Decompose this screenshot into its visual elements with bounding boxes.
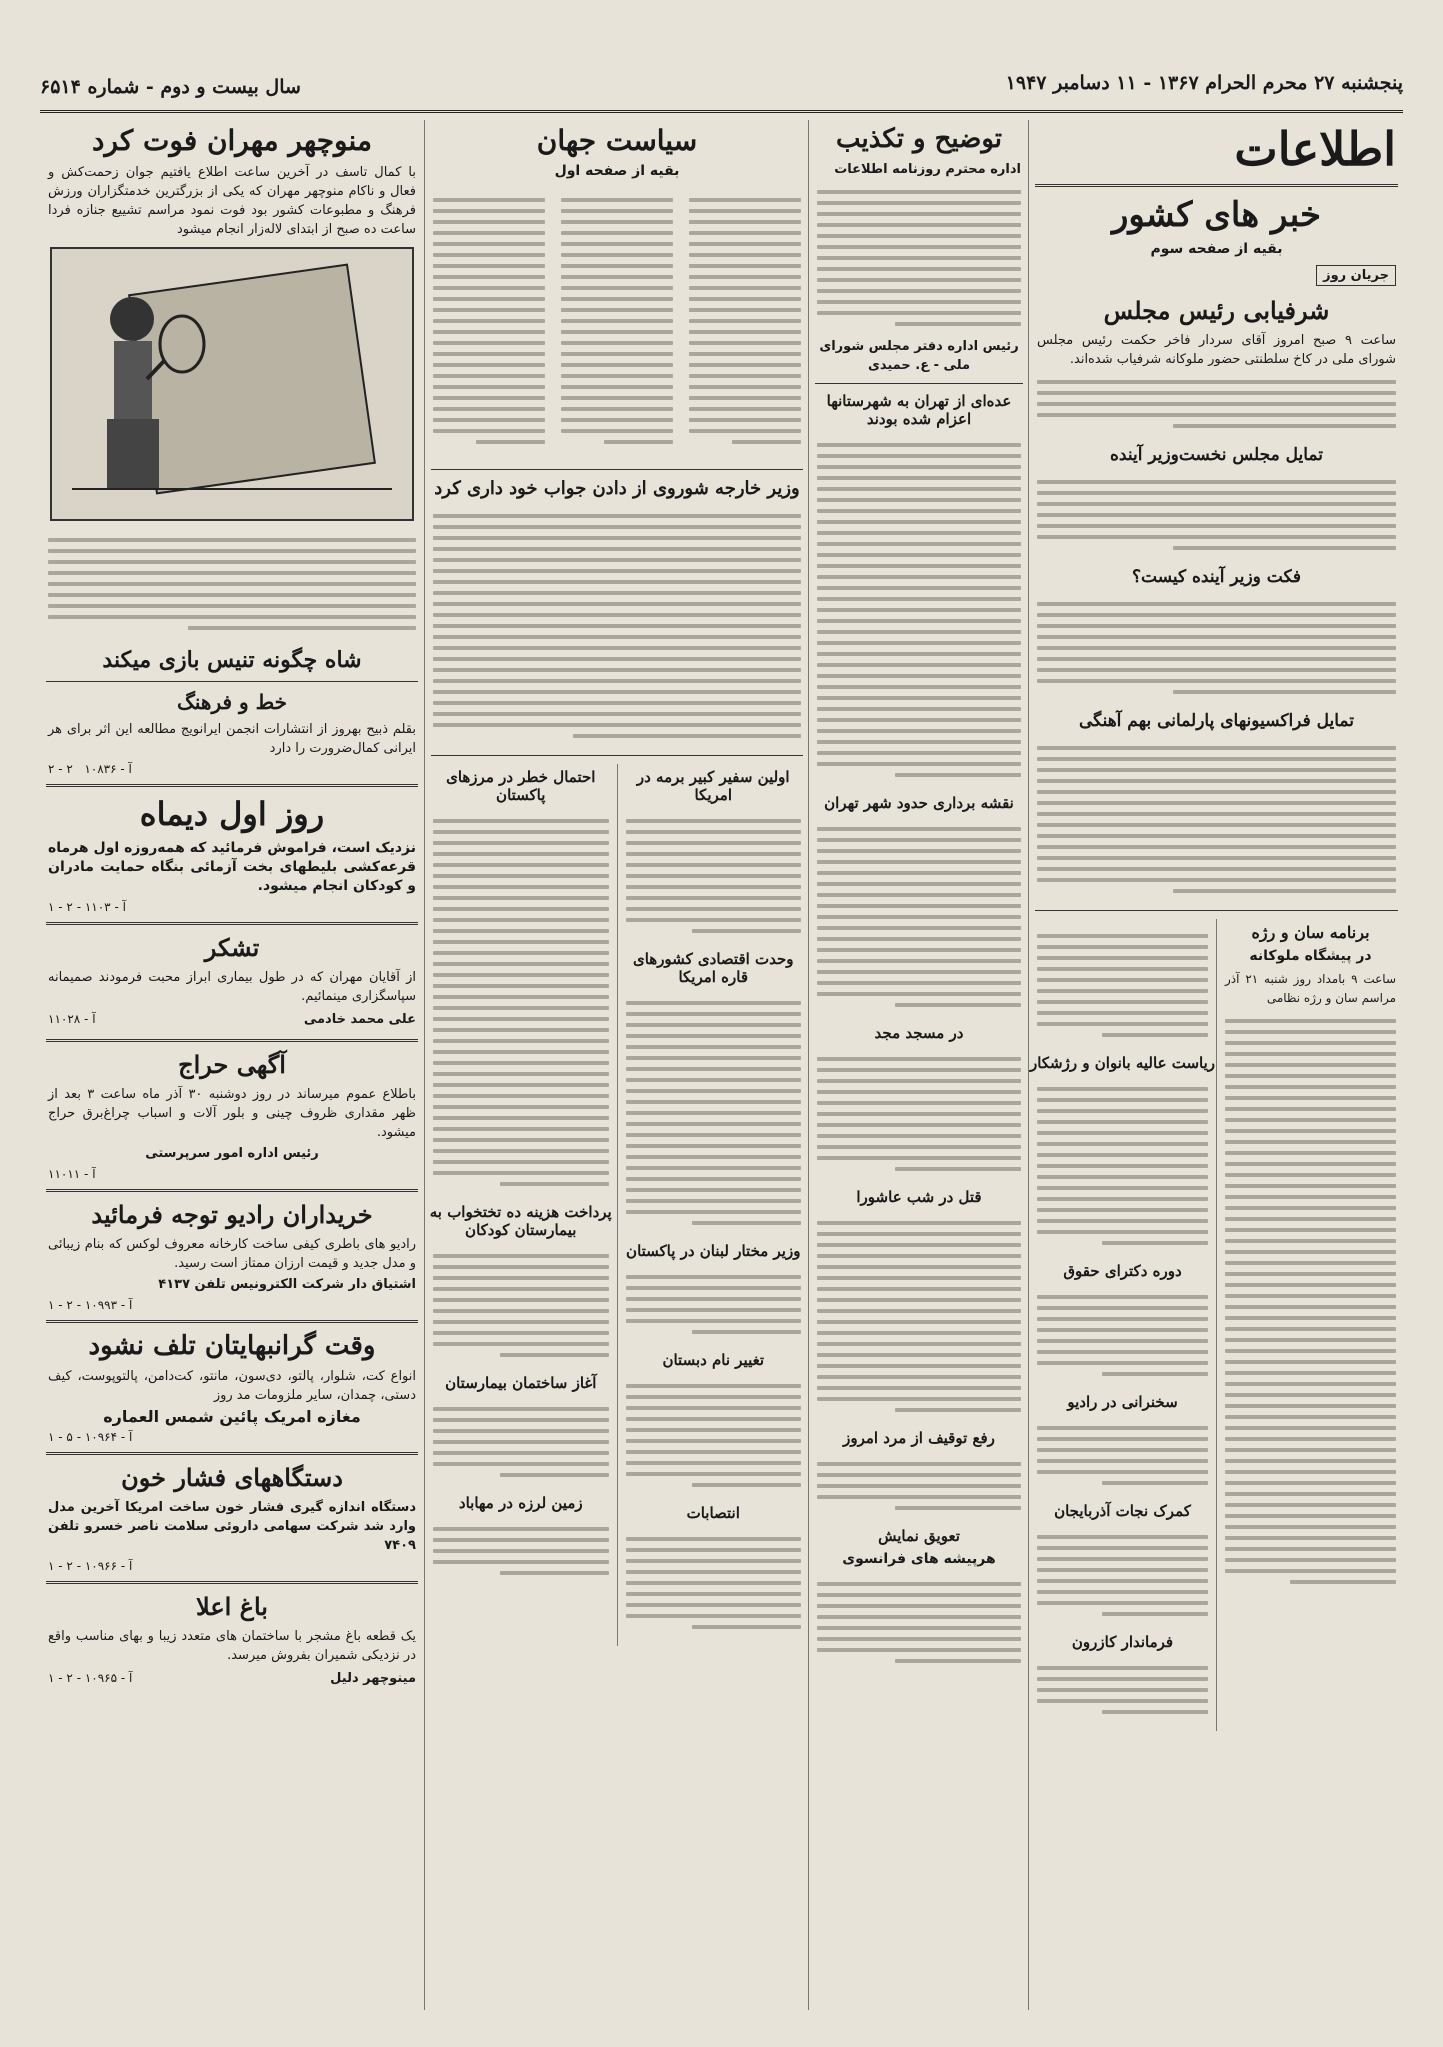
headline-parliament-pm: تمایل مجلس نخست‌وزیر آینده — [1110, 445, 1323, 465]
ad-code: ۲ - ۲ — [48, 762, 73, 776]
headline-soviet-minister: وزیر خارجه شوروی از دادن جواب خود داری کرد — [434, 478, 800, 499]
headline-parade: برنامه سان و رژه — [1251, 923, 1370, 942]
headline-postponed-show: تعویق نمایش — [878, 1527, 960, 1545]
ad-text: باطلاع عموم میرساند در روز دوشنبه ۳۰ آذر ماه ساعت ۳ بعد از ظهر مقداری ظروف چینی و بلور آلات و اسباب چراغ‌برق حراج میشود. — [48, 1087, 416, 1140]
ad-title-auction: آگهی حراج — [178, 1050, 286, 1079]
headline-law-doctorate: دوره دکترای حقوق — [1063, 1262, 1182, 1280]
headline-school-rename: تغییر نام دبستان — [662, 1351, 765, 1369]
headline-radio-speech: سخنرانی در رادیو — [1067, 1393, 1178, 1411]
obituary-title: منوچهر مهران فوت کرد — [92, 124, 372, 157]
tennis-illustration — [50, 247, 414, 521]
headline-next-minister: فکت وزیر آینده کیست؟ — [1131, 567, 1301, 587]
issue-date: پنجشنبه ۲۷ محرم الحرام ۱۳۶۷ - ۱۱ دسامبر ۱۹۴۷ — [1005, 72, 1403, 94]
continued-note: بقیه از صفحه اول — [554, 163, 680, 179]
ad-title-blood-pressure: دستگاههای فشار خون — [121, 1463, 343, 1492]
article-text: ساعت ۹ بامداد روز شنبه ۲۱ آذر مراسم سان و رژه نظامی — [1225, 972, 1397, 1005]
obituary-text: با کمال تاسف در آخرین ساعت اطلاع یافتیم جوان زحمت‌کش و فعال و ناکام منوچهر مهران که یکی از بزرگترین خدمتگزاران ورزش فرهنگ و مطبوعات کشور بود فوت نمود مراسم تشییع جنازه فردا ساعت ده صبح از ابتدای لاله‌زار انجام میشود — [48, 165, 416, 237]
ad-text: رادیو های باطری کیفی ساخت کارخانه معروف لوکس که بنام زیبائی و مدل جدید و قیمت ارزان ممتاز است رسید. — [48, 1237, 416, 1271]
headline-appointments: انتصابات — [686, 1504, 740, 1522]
article-text: ساعت ۹ صبح امروز آقای سردار فاخر حکمت رئیس مجلس شورای ملی در کاخ سلطنتی حضور ملوکانه شرفیاب شده‌اند. — [1037, 333, 1396, 367]
headline-mosque: در مسجد مجد — [874, 1024, 964, 1042]
column-world-politics — [424, 120, 809, 2010]
ad-title-garden: باغ اعلا — [196, 1592, 268, 1621]
headline-lebanon-minister: وزیر مختار لبنان در پاکستان — [626, 1242, 801, 1260]
headline-hospital-beds: پرداخت هزینه ده تختخواب به بیمارستان کودکان — [429, 1203, 612, 1239]
ad-title-thanks: تشکر — [204, 933, 260, 962]
ad-code: آ - ۱۱۰۳ - ۲ - ۱ — [48, 900, 126, 914]
headline-french-actors: هرپیشه های فرانسوی — [842, 1551, 996, 1567]
headline-parade-sub: در پیشگاه ملوکانه — [1249, 948, 1372, 964]
clarification-signer: رئیس اداره دفتر مجلس شورای ملی - ع. حمیدی — [819, 339, 1019, 373]
ad-text: از آقایان مهران که در طول بیماری ابراز محبت فرمودند صمیمانه سپاسگزاری مینمائیم. — [48, 970, 416, 1004]
headline-dispatched: عده‌ای از تهران به شهرستانها اعزام شده بودند — [826, 392, 1012, 428]
ad-text: نزدیک است، فراموش فرمائید که همه‌روزه اول هرماه قرعه‌کشی بلیطهای بخت آزمائی بنگاه حمایت مادران و کودکان انجام میشود. — [48, 840, 416, 894]
clarification-address: اداره محترم روزنامه اطلاعات — [834, 162, 1021, 177]
headline-women: ریاست عالیه بانوان و رژشکار — [1029, 1054, 1216, 1072]
ad-title-radio: خریداران رادیو توجه فرمائید — [91, 1200, 373, 1229]
headline-tehran-survey: نقشه برداری حدود شهر تهران — [824, 794, 1014, 812]
ad-text: انواع کت، شلوار، پالتو، دی‌سون، مانتو، کت‌دامن، پالتوپوست، کیف دستی، چمدان، سایر ملزومات مد روز — [48, 1369, 416, 1403]
ad-signature: مینوچهر دلیل — [330, 1671, 416, 1686]
ad-code: آ - ۱۰۹۶۶ - ۲ - ۱ — [48, 1559, 133, 1573]
ad-text: یک قطعه باغ مشجر با ساختمان های متعدد زیبا و بهای مناسب واقع در نزدیکی شمیران بفروش میرسد. — [48, 1629, 416, 1663]
ad-code: آ - ۱۰۹۶۵ - ۲ - ۱ — [48, 1671, 133, 1685]
issue-number: سال بیست و دوم - شماره ۶۵۱۴ — [40, 76, 301, 98]
column-notices-ads — [40, 120, 424, 2010]
ad-text: بقلم ذبیح بهروز از انتشارات انجمن ایرانویج مطالعه این اثر برای هر ایرانی کمال‌ضرورت را دارد — [48, 722, 416, 756]
newspaper-logo: اطلاعات — [1234, 122, 1396, 176]
ad-title-clothes: وقت گرانبهایتان تلف نشود — [88, 1331, 376, 1361]
headline-hospital-build: آغاز ساختمان بیمارستان — [445, 1374, 597, 1392]
tennis-caption: شاه چگونه تنیس بازی میکند — [102, 647, 362, 673]
continued-note: بقیه از صفحه سوم — [1150, 241, 1283, 257]
world-politics-title: سیاست جهان — [536, 124, 698, 157]
headline-fractions: تمایل فراکسیونهای پارلمانی بهم آهنگی — [1079, 711, 1354, 731]
section-tag: جریان روز — [1316, 265, 1396, 286]
ad-title-calligraphy: خط و فرهنگ — [176, 690, 287, 714]
headline-pakistan-border: احتمال خطر در مرزهای پاکستان — [446, 768, 596, 804]
ad-signature: علی محمد خادمی — [303, 1012, 416, 1027]
ad-code: آ - ۱۱۰۲۸ — [48, 1012, 96, 1026]
clarification-title: توضیح و تکذیب — [835, 124, 1003, 154]
headline-speaker-audience: شرفیابی رئیس مجلس — [1103, 296, 1330, 325]
section-title: خبر های کشور — [1111, 195, 1322, 235]
ad-code: آ - ۱۰۹۹۳ - ۲ - ۱ — [48, 1298, 133, 1312]
ad-signature: رئیس اداره امور سرپرستی — [145, 1146, 319, 1161]
masthead — [40, 70, 1403, 113]
headline-kazerun-governor: فرماندار کازرون — [1071, 1633, 1174, 1651]
ad-text: دستگاه اندازه گیری فشار خون ساخت امریکا آخرین مدل وارد شد شرکت سهامی داروئی سلامت ناصر خسرو تلفن ۷۴۰۹ — [48, 1500, 416, 1553]
column-domestic-news — [1028, 120, 1404, 2010]
headline-murder: قتل در شب عاشورا — [856, 1188, 982, 1206]
ad-code: آ - ۱۰۹۶۴ - ۵ - ۱ — [48, 1430, 133, 1444]
ad-text-2: اشتیاق دار شرکت الکترونیس تلفن ۴۱۳۷ — [158, 1277, 416, 1292]
ad-code: آ - ۱۱۰۱۱ — [48, 1167, 96, 1181]
headline-azerbaijan: کمرک نجات آذربایجان — [1054, 1502, 1191, 1520]
headline-economic-unity: وحدت اقتصادی کشورهای قاره امریکا — [632, 950, 794, 986]
headline-mahabad-quake: زمین لرزه در مهاباد — [458, 1494, 583, 1512]
ad-text-2: مغازه امریک پائین شمس العماره — [103, 1407, 361, 1426]
headline-release: رفع توقیف از مرد امروز — [843, 1429, 995, 1447]
ad-title-lottery: روز اول دیماه — [139, 795, 325, 833]
column-clarification — [808, 120, 1029, 2010]
headline-burma-ambassador: اولین سفیر کبیر برمه در امریکا — [636, 768, 790, 804]
ad-code-2: آ - ۱۰۸۳۶ — [84, 762, 132, 776]
